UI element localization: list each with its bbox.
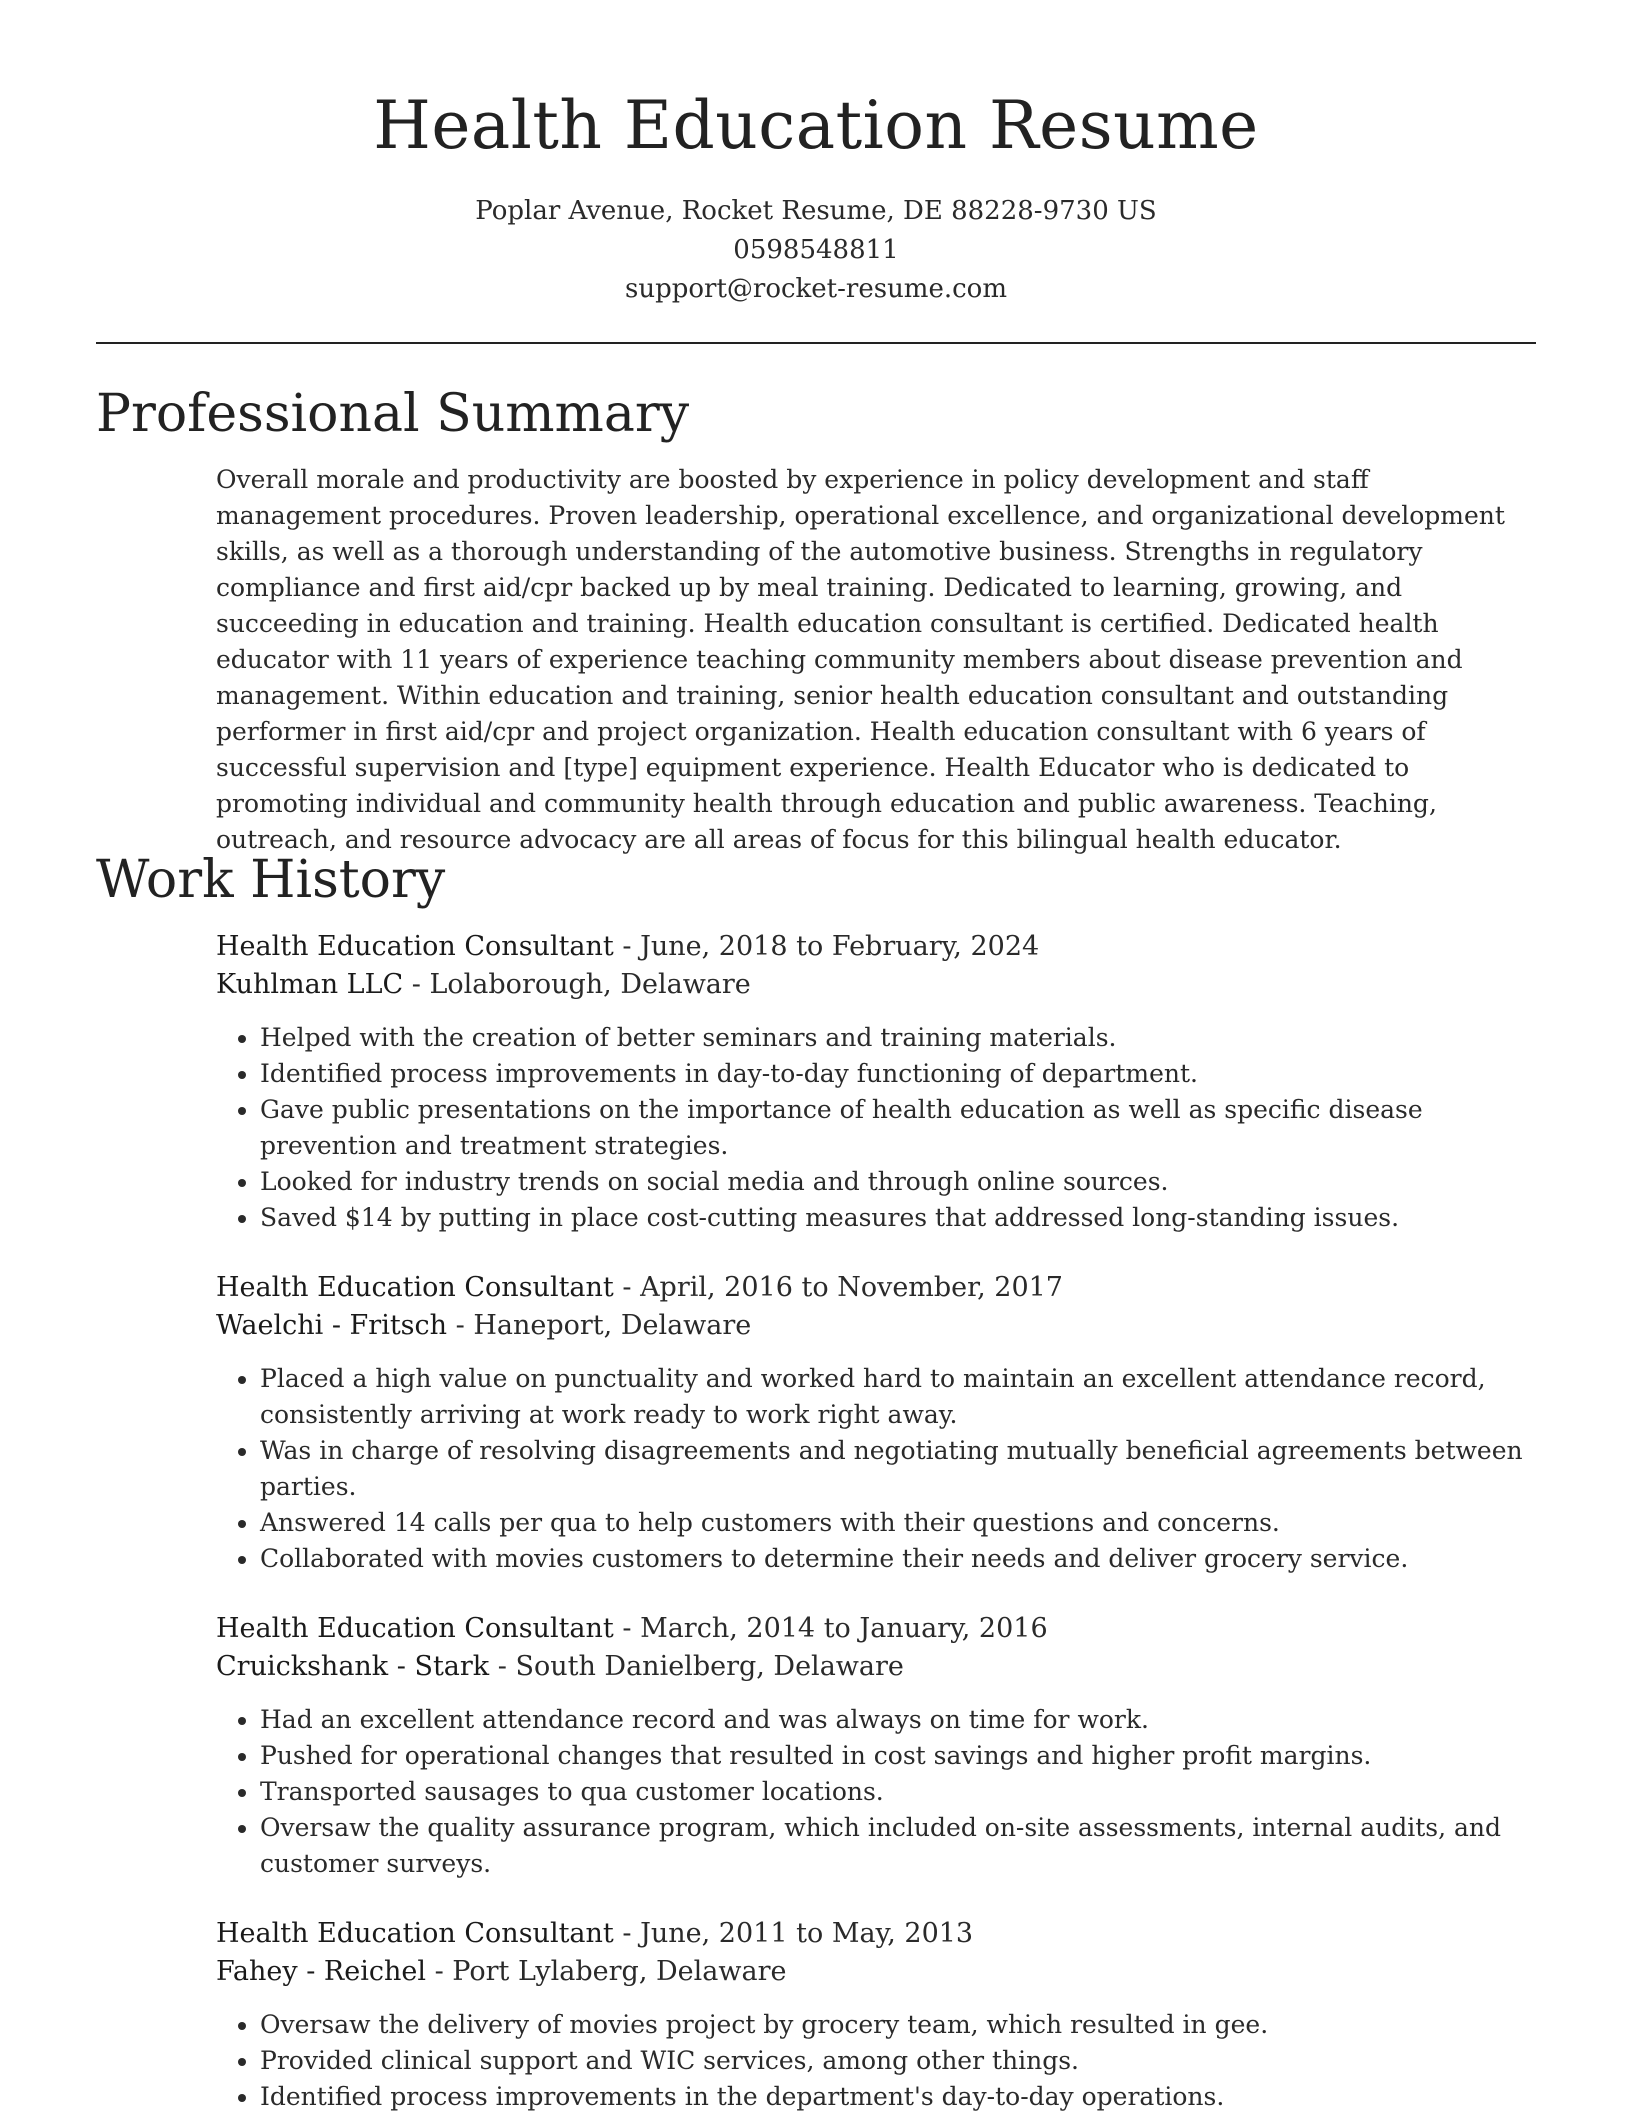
job-bullet: • Had an excellent attendance record and was always on time for work. xyxy=(260,1702,1536,1738)
job-bullet: • Saved $14 by putting in place cost-cutting measures that addressed long-standing issues. xyxy=(260,1200,1536,1236)
contact-block xyxy=(0,192,1632,309)
job-bullet: • Identified process improvements in day-to-day functioning of department. xyxy=(260,1056,1536,1092)
job-location: Port Lylaberg, Delaware xyxy=(452,1956,787,1987)
job-end-date: January, 2016 xyxy=(859,1613,1048,1644)
job-bullet: • Transported sausages to qua customer locations. xyxy=(260,1774,1536,1810)
job-entry xyxy=(216,1915,1536,2112)
work-history-list xyxy=(216,928,1536,2112)
job-company: Kuhlman LLC xyxy=(216,969,404,1000)
job-title: Health Education Consultant xyxy=(216,1918,614,1949)
job-bullet: • Provided clinical support and WIC services, among other things. xyxy=(260,2043,1536,2079)
job-location: South Danielberg, Delaware xyxy=(515,1651,904,1682)
job-company: Cruickshank - Stark xyxy=(216,1651,490,1682)
job-bullet-list xyxy=(216,1361,1536,1577)
job-location: Haneport, Delaware xyxy=(473,1310,752,1341)
job-end-date: May, 2013 xyxy=(831,1918,974,1949)
job-title-line xyxy=(216,1269,1536,1307)
job-company-line xyxy=(216,966,1536,1004)
job-start-date: March, 2014 xyxy=(640,1613,816,1644)
company-location-separator: - xyxy=(403,969,430,1000)
header-divider xyxy=(96,342,1536,344)
job-company-line xyxy=(216,1953,1536,1991)
job-start-date: June, 2018 xyxy=(640,931,788,962)
job-title: Health Education Consultant xyxy=(216,931,614,962)
job-bullet: • Identified process improvements in the department's day-to-day operations. xyxy=(260,2079,1536,2112)
resume-title: Health Education Resume xyxy=(373,87,1259,164)
job-entry xyxy=(216,1610,1536,1882)
date-range-connector: to xyxy=(787,1918,832,1949)
job-bullet: • Gave public presentations on the importance of health education as well as specific disease prevention and treatment strategies. xyxy=(260,1092,1536,1164)
date-range-connector: to xyxy=(815,1613,860,1644)
job-bullet: • Helped with the creation of better seminars and training materials. xyxy=(260,1020,1536,1056)
job-title-line xyxy=(216,1610,1536,1648)
contact-phone: 0598548811 xyxy=(733,235,899,265)
job-location: Lolaborough, Delaware xyxy=(429,969,751,1000)
job-company-line xyxy=(216,1648,1536,1686)
summary-heading: Professional Summary xyxy=(96,384,690,444)
job-entry xyxy=(216,928,1536,1236)
company-location-separator: - xyxy=(425,1956,453,1987)
job-bullet: • Collaborated with movies customers to determine their needs and deliver grocery service. xyxy=(260,1541,1536,1577)
job-bullet-list xyxy=(216,1702,1536,1882)
job-company: Waelchi - Fritsch xyxy=(216,1310,448,1341)
job-company: Fahey - Reichel xyxy=(216,1956,426,1987)
job-bullet-list xyxy=(216,1020,1536,1236)
job-company-line xyxy=(216,1307,1536,1345)
company-location-separator: - xyxy=(447,1310,474,1341)
contact-email: support@rocket-resume.com xyxy=(624,274,1007,304)
job-bullet: • Pushed for operational changes that resulted in cost savings and higher profit margins. xyxy=(260,1738,1536,1774)
work-history-heading: Work History xyxy=(96,850,446,910)
company-location-separator: - xyxy=(489,1651,516,1682)
job-title: Health Education Consultant xyxy=(216,1613,614,1644)
title-date-separator: - xyxy=(613,931,641,962)
job-title-line xyxy=(216,928,1536,966)
contact-address: Poplar Avenue, Rocket Resume, DE 88228-9730 US xyxy=(475,196,1157,226)
date-range-connector: to xyxy=(787,931,832,962)
job-bullet: • Answered 14 calls per qua to help customers with their questions and concerns. xyxy=(260,1505,1536,1541)
job-bullet: • Looked for industry trends on social media and through online sources. xyxy=(260,1164,1536,1200)
title-date-separator: - xyxy=(613,1613,641,1644)
job-end-date: February, 2024 xyxy=(831,931,1040,962)
date-range-connector: to xyxy=(792,1272,838,1303)
job-bullet: • Oversaw the delivery of movies project by grocery team, which resulted in gee. xyxy=(260,2007,1536,2043)
job-start-date: June, 2011 xyxy=(640,1918,788,1949)
job-entry xyxy=(216,1269,1536,1577)
job-bullet-list xyxy=(216,2007,1536,2112)
job-bullet: • Was in charge of resolving disagreements and negotiating mutually beneficial agreements between parties. xyxy=(260,1433,1536,1505)
title-date-separator: - xyxy=(613,1918,641,1949)
job-start-date: April, 2016 xyxy=(640,1272,793,1303)
job-title: Health Education Consultant xyxy=(216,1272,614,1303)
resume-header xyxy=(0,0,1632,309)
job-bullet: • Placed a high value on punctuality and worked hard to maintain an excellent attendance record, consistently arriving at work ready to work right away. xyxy=(260,1361,1536,1433)
job-title-line xyxy=(216,1915,1536,1953)
job-end-date: November, 2017 xyxy=(837,1272,1063,1303)
job-bullet: • Oversaw the quality assurance program, which included on-site assessments, internal audits, and customer surveys. xyxy=(260,1810,1536,1882)
summary-text: Overall morale and productivity are boosted by experience in policy development and staff management procedures. Proven leadership, operational excellence, and organizational development skills, as well as a thorough understanding of the automotive business. Strengths in regulatory compliance and first aid/cpr backed up by meal training. Dedicated to learning, growing, and succeeding in education and training. Health education consultant is certified. Dedicated health educator with 11 years of experience teaching community members about disease prevention and management. Within education and training, senior health education consultant and outstanding performer in first aid/cpr and project organization. Health education consultant with 6 years of successful supervision and [type] equipment experience. Health Educator who is dedicated to promoting individual and community health through education and public awareness. Teaching, outreach, and resource advocacy are all areas of focus for this bilingual health educator. xyxy=(216,465,1505,854)
title-date-separator: - xyxy=(613,1272,641,1303)
